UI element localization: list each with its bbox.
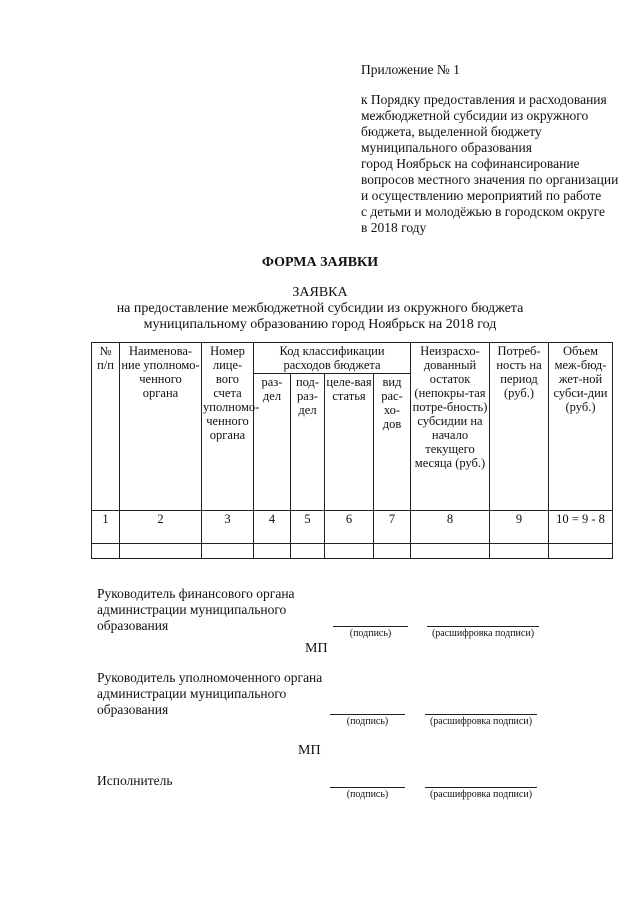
col-number: 4 bbox=[254, 511, 291, 544]
signature-line bbox=[330, 787, 405, 788]
header-classification: Код классификации расходов бюджета bbox=[254, 343, 411, 374]
header-subsection: под-раз-дел bbox=[291, 374, 325, 511]
empty-data-row bbox=[92, 544, 613, 559]
col-number: 2 bbox=[120, 511, 202, 544]
request-title: ЗАЯВКА bbox=[292, 285, 348, 300]
appendix-line: и осуществлению мероприятий по работе bbox=[361, 188, 602, 203]
appendix-title: Приложение № 1 bbox=[361, 62, 460, 77]
header-name: Наименова-ние уполномо-ченного органа bbox=[120, 343, 202, 511]
auth-head-label: Руководитель уполномоченного органа администрации муниципального образования bbox=[97, 670, 323, 717]
appendix-line: бюджета, выделенной бюджету bbox=[361, 124, 542, 139]
signature-caption: (подпись) bbox=[349, 628, 392, 639]
request-subtitle-line2: муниципальному образованию город Ноябрьск на 2018 год bbox=[143, 317, 497, 332]
signature-caption: (подпись) bbox=[346, 716, 389, 727]
header-unused: Неизрасхо-дованный остаток (непокры-тая потре-бность) субсидии на начало текущего месяца (руб.) bbox=[411, 343, 490, 511]
stamp-mark: МП bbox=[298, 743, 321, 758]
decode-caption: (расшифровка подписи) bbox=[429, 789, 533, 800]
col-number: 8 bbox=[411, 511, 490, 544]
col-number: 10 = 9 - 8 bbox=[549, 511, 613, 544]
numbering-row bbox=[92, 511, 613, 544]
header-section: раз-дел bbox=[254, 374, 291, 511]
appendix-line: с детьми и молодёжью в городском округе bbox=[361, 204, 605, 219]
header-account: Номер лице-вого счета уполномо-ченного органа bbox=[202, 343, 254, 511]
signature-line bbox=[333, 626, 408, 627]
appendix-line: межбюджетной субсидии из окружного bbox=[361, 108, 589, 123]
request-table bbox=[91, 342, 613, 559]
executor-label: Исполнитель bbox=[97, 773, 173, 788]
col-number: 9 bbox=[490, 511, 549, 544]
signature-line bbox=[330, 714, 405, 715]
stamp-mark: МП bbox=[305, 641, 328, 656]
col-number: 1 bbox=[92, 511, 120, 544]
header-expense-type: вид рас-хо-дов bbox=[374, 374, 411, 511]
appendix-line: в 2018 году bbox=[361, 220, 427, 235]
appendix-line: муниципального образования bbox=[361, 140, 532, 155]
decode-line bbox=[425, 787, 537, 788]
decode-line bbox=[427, 626, 539, 627]
header-num: № п/п bbox=[92, 343, 120, 511]
decode-caption: (расшифровка подписи) bbox=[429, 716, 533, 727]
col-number: 5 bbox=[291, 511, 325, 544]
appendix-line: вопросов местного значения по организации bbox=[361, 172, 619, 187]
request-subtitle-line1: на предоставление межбюджетной субсидии из окружного бюджета bbox=[116, 301, 524, 316]
header-volume: Объем меж-бюд-жет-ной субси-дии (руб.) bbox=[549, 343, 613, 511]
col-number: 6 bbox=[325, 511, 374, 544]
fin-head-label: Руководитель финансового органа администрации муниципального образования bbox=[97, 586, 295, 633]
header-need: Потреб-ность на период (руб.) bbox=[490, 343, 549, 511]
appendix-block bbox=[361, 62, 618, 236]
col-number: 7 bbox=[374, 511, 411, 544]
request-title-block bbox=[0, 285, 640, 333]
appendix-line: город Ноябрьск на софинансирование bbox=[361, 156, 580, 171]
appendix-line: к Порядку предоставления и расходования bbox=[361, 92, 607, 107]
col-number: 3 bbox=[202, 511, 254, 544]
decode-line bbox=[425, 714, 537, 715]
header-target: целе-вая статья bbox=[325, 374, 374, 511]
signature-caption: (подпись) bbox=[346, 789, 389, 800]
form-title: ФОРМА ЗАЯВКИ bbox=[261, 255, 379, 270]
decode-caption: (расшифровка подписи) bbox=[431, 628, 535, 639]
header-row bbox=[92, 343, 613, 374]
